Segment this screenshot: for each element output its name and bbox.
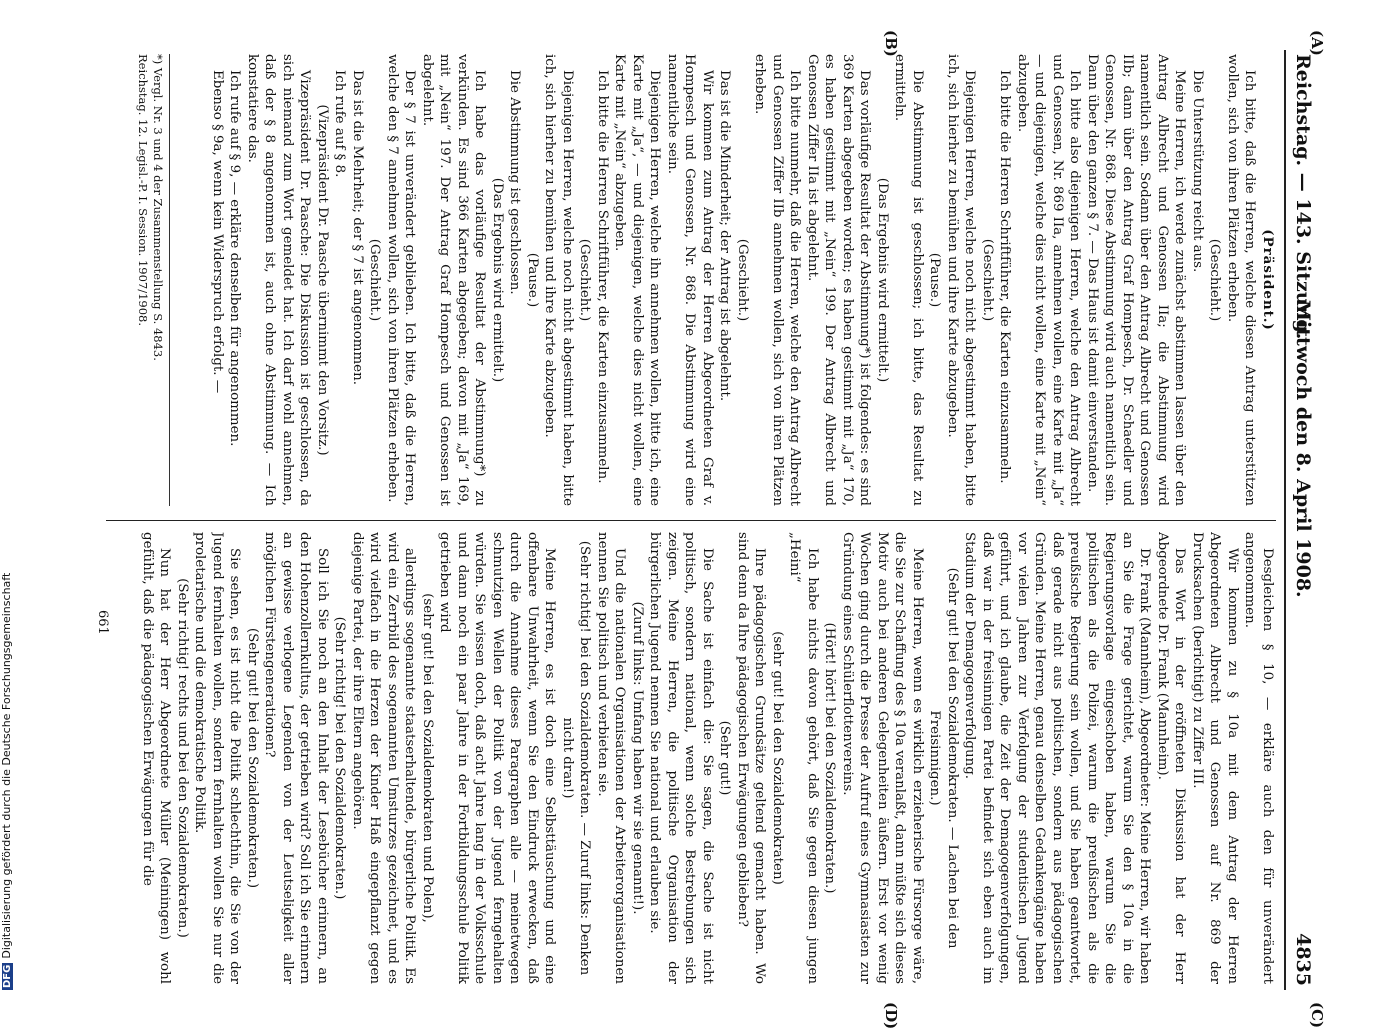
paragraph: Die Abstimmung ist geschlossen. (507, 70, 523, 295)
speaker-label: (Präsident.) (1260, 229, 1276, 331)
paragraph: allerdings sogenannte staatserhaltende, bürgerliche Politik. Es wird ein Zerrbild des sogenannten Umsturzes gezeichnet, und es wird vielfach in die Herzen der Kinder Haß eingepflanzt gegen diejenige Partei, der ihre Eltern angehören. (350, 532, 418, 984)
paragraph: Ich habe das vorläufige Resultat der Abstimmung*) zu verkünden. Es sind 366 Karten abgegeben; davon mit „Ja“ 169, mit „Nein“ 197. Der Antrag Graf Hompesch und Genossen ist abgelehnt. (420, 54, 488, 506)
interjection: (Zuruf links: Umfang haben wir sie genannt!). (630, 601, 645, 915)
paragraph: Das vorläufige Resultat der Abstimmung*) ist folgendes: es sind 369 Karten abgegeben worden; es haben gestimmt mit „Ja“ 170, es haben gestimmt mit „Nein“ 199. Der Antrag Albrecht und Genossen Ziffer IIa ist abgelehnt. (805, 54, 873, 506)
paragraph: Meine Herren, wenn es wirklich erzieherische Fürsorge wäre, die Sie zur Schaffung des § 10a veranlaßt, dann müßte sich dieses Motiv auch bei anderen Gelegenheiten äußern. Erst vor wenig Wochen ging durch die Presse der Aufruf eines Gymnasiasten zur Gründung eines Schülerflottenvereins. (840, 532, 925, 984)
rotated-page (75, 30, 1326, 1029)
paragraph: Die Sache ist einfach die: Sie sagen, die Sache ist nicht politisch, sondern national, wenn solche Bestrebungen sich zeigen. Meine Herren, die politische Organisation der bürgerlichen Jugend nennen Sie national und erlauben sie. (647, 532, 715, 984)
interjection: (Sehr richtig! bei den Sozialdemokraten. — Zuruf links: Denken nicht dran!) (560, 540, 593, 976)
paragraph: Soll ich Sie noch an den Inhalt der Lesebücher erinnern, an den Hohenzollernkultus, der getrieben wird? Soll ich Sie erinnern an gewisse verlogene Legenden von der Leutseligkeit aller möglichen Fürstengenerationen? (262, 532, 330, 984)
paragraph: Diejenigen Herren, welche noch nicht abgestimmt haben, bitte ich, sich hierher zu bemühen und ihre Karte abzugeben. (542, 54, 575, 506)
header-left: Reichstag. — 143. Sitzung. (1292, 54, 1314, 340)
interjection: (sehr gut! bei den Sozialdemokraten) (770, 631, 785, 885)
paragraph: Ebenso § 9a, wenn kein Widerspruch erfolgt. — (210, 70, 225, 394)
margin-marker-d: (D) (882, 1002, 900, 1029)
paragraph: Die Abstimmung ist geschlossen; ich bitte, das Resultat zu ermitteln. (892, 54, 925, 506)
page-header (1284, 50, 1320, 990)
paragraph: Ich habe nichts davon gehört, daß Sie gegen diesen jungen „Heini“ (787, 532, 820, 984)
footnote-reference: *) Vergl. Nr. 3 und 4 der Zusammenstellung S. 4843. (151, 54, 165, 361)
paragraph: Sie sehen, es ist nicht die Politik schlechthin, die Sie von der Jugend fernhalten wollen, sondern fernhalten wollen Sie nur die proletarische und die demokratische Politik. (192, 532, 243, 984)
paragraph: Der § 7 ist unverändert geblieben. Ich bitte, daß die Herren, welche den § 7 annehmen wollen, sich von ihren Plätzen erheben. (385, 54, 418, 506)
paragraph: Vizepräsident Dr. Paasche: Die Diskussion ist geschlossen, da sich niemand zum Wort gemeldet hat. Ich darf wohl annehmen, daß der § 8 angenommen ist, auch ohne Abstimmung. — Ich konstatiere das. (245, 54, 313, 506)
sheet-number: 661 (95, 610, 110, 635)
paragraph: Ich bitte, daß die Herren, welche diesen Antrag unterstützen wollen, sich von ihren Plätzen erheben. (1225, 54, 1258, 506)
left-column (96, 54, 1276, 506)
paragraph: Meine Herren, ich werde zunächst abstimmen lassen über den Antrag Albrecht und Genossen IIa; die Abstimmung wird namentlich sein. Sodann über den Antrag Albrecht und Genossen IIb; dann über den Antrag Graf Hompesch, Dr. Schaedler und Genossen, Nr. 868. Diese Abstimmung wird auch namentlich sein. Dann über den ganzen § 7. — Das Haus ist damit einverstanden. (1085, 54, 1188, 506)
paragraph: Das ist die Minderheit; der Antrag ist abgelehnt. (717, 70, 733, 402)
interjection: (sehr gut! bei den Sozialdemokraten und Polen), (420, 593, 435, 923)
paragraph: Meine Herren, es ist doch eine Selbsttäuschung und eine offenbare Unwahrheit, wenn Sie den Eindruck erwecken, daß durch die Annahme dieses Paragraphen alle — meinetwegen schmutzigen Wellen der Politik von der Jugend ferngehalten würden. Sie wissen doch, daß acht Jahre lang in der Volksschule und dann noch ein paar Jahre in der Fortbildungsschule Politik getrieben wird (437, 532, 558, 984)
interjection: (Vizepräsident Dr. Paasche übernimmt den Vorsitz.) (315, 104, 330, 456)
interjection: (Sehr gut! bei den Sozialdemokraten.) (245, 627, 260, 889)
margin-marker-b: (B) (882, 30, 900, 57)
interjection: (Das Ergebnis wird ermittelt.) (490, 177, 505, 383)
interjection: (Geschieht.) (1207, 238, 1223, 322)
paragraph: Ich rufe auf § 9, — erkläre denselben für angenommen. (227, 70, 243, 447)
interjection: (Geschieht.) (577, 238, 593, 322)
paragraph: Und die nationalen Organisationen der Arbeiterorganisationen nennen Sie politisch und verbieten sie. (595, 532, 628, 984)
paragraph: Ihre pädagogischen Grundsätze geltend gemacht haben. Wo sind denn da Ihre pädagogischen Erwägungen geblieben? (735, 532, 768, 984)
footnote-session: Reichstag. 12. Legisl.-P. I. Session. 1907/1908. (136, 54, 150, 327)
margin-marker-a: (A) (1308, 30, 1326, 56)
paragraph: Das ist die Mehrheit; der § 7 ist angenommen. (350, 70, 365, 385)
paragraph: Diejenigen Herren, welche ihn annehmen wollen, bitte ich, eine Karte mit „Ja“, — und diejenigen, welche dies nicht wollen, eine Karte mit „Nein“ abzugeben. (612, 54, 663, 506)
footnote (135, 54, 170, 506)
paragraph: Ich bitte die Herren Schriftführer, die Karten einzusammeln. (997, 70, 1013, 484)
column-divider (106, 520, 1276, 521)
paragraph: Das Wort in der eröffneten Diskussion hat der Herr Abgeordnete Dr. Frank (Mannheim). (1155, 532, 1188, 984)
paragraph: Ich bitte nunmehr, daß die Herren, welche den Antrag Albrecht und Genossen Ziffer IIb annehmen wollen, sich von ihren Plätzen erheben. (752, 54, 803, 506)
header-page-number: 4835 (1292, 933, 1314, 986)
margin-marker-c: (C) (1308, 1002, 1326, 1029)
paragraph: Ich bitte also diejenigen Herren, welche den Antrag Albrecht und Genossen, Nr. 869 IIa, annehmen wollen, eine Karte mit „Ja“ — und diejenigen, welche dies nicht wollen, eine Karte mit „Nein“ abzugeben. (1015, 54, 1083, 506)
interjection: (Pause.) (927, 252, 943, 308)
side-credit-text: Digitalisierung gefördert durch die Deutsche Forschungsgemeinschaft (0, 572, 13, 959)
header-center: Mittwoch den 8. April 1908. (1292, 300, 1314, 598)
interjection: (Pause.) (525, 252, 540, 308)
paragraph: Diejenigen Herren, welche noch nicht abgestimmt haben, bitte ich, sich hierher zu bemühen und ihre Karte abzugeben. (945, 54, 978, 506)
paragraph: Wir kommen zu § 10a mit dem Antrag der Herren Abgeordneten Albrecht und Genossen auf Nr. 869 der Drucksachen (berichtigt) zu Ziffer III. (1190, 532, 1240, 984)
interjection: (Das Ergebnis wird ermittelt.) (875, 177, 890, 383)
paragraph: Wir kommen zum Antrag der Herren Abgeordneten Graf v. Hompesch und Genossen, Nr. 868. Die Abstimmung wird eine namentliche sein. (665, 54, 715, 506)
interjection: (Sehr richtig! rechts und bei den Sozialdemokraten.) (175, 578, 190, 938)
paragraph: Dr. Frank (Mannheim), Abgeordneter: Meine Herren, wir haben an Sie die Frage gerichtet, warum Sie den § 10a in die Regierungsvorlage eingeschoben haben, warum Sie die politischen als die Polizei, warum die preußischen als die preußische Regierung sein wollen, und Sie haben geantwortet, daß gerade nicht aus politischen, sondern aus pädagogischen Gründen. Meine Herren, genau denselben Gedankengänge haben vor vielen Jahren zur Verfolgung der studentischen Jugend geführt, und ich glaube, die Zeit der Demagogenverfolgungen, daß war in der freisinnigen Partei befindet sich eben auch im Stadium der Demagogenverfolgung. (962, 532, 1153, 984)
interjection: (Geschieht.) (367, 238, 383, 322)
paragraph: Ich bitte die Herren Schriftführer, die Karten einzusammeln. (595, 70, 610, 484)
interjection: (Sehr gut!) (717, 720, 733, 796)
interjection: (Geschieht.) (735, 238, 750, 322)
paragraph: Die Unterstützung reicht aus. (1190, 70, 1205, 273)
paragraph: Ich rufe auf § 8. (332, 70, 348, 178)
paragraph: Nun hat der Herr Abgeordnete Müller (Meiningen) wohl gefühlt, daß die pädagogischen Erwägungen für die (140, 532, 173, 984)
right-column (96, 532, 1276, 984)
paragraph: Desgleichen § 10, — erkläre auch den für unverändert angenommen. (1242, 532, 1275, 984)
interjection: (Hört! hört! bei den Sozialdemokraten.) (822, 622, 838, 894)
dfg-logo: DFG (2, 964, 13, 988)
interjection: (Sehr richtig! bei den Sozialdemokraten.) (332, 616, 348, 900)
side-credit (0, 0, 14, 990)
interjection: (Geschieht.) (980, 238, 995, 322)
interjection: (Sehr gut! bei den Sozialdemokraten. — Lachen bei den Freisinnigen.) (927, 567, 960, 949)
